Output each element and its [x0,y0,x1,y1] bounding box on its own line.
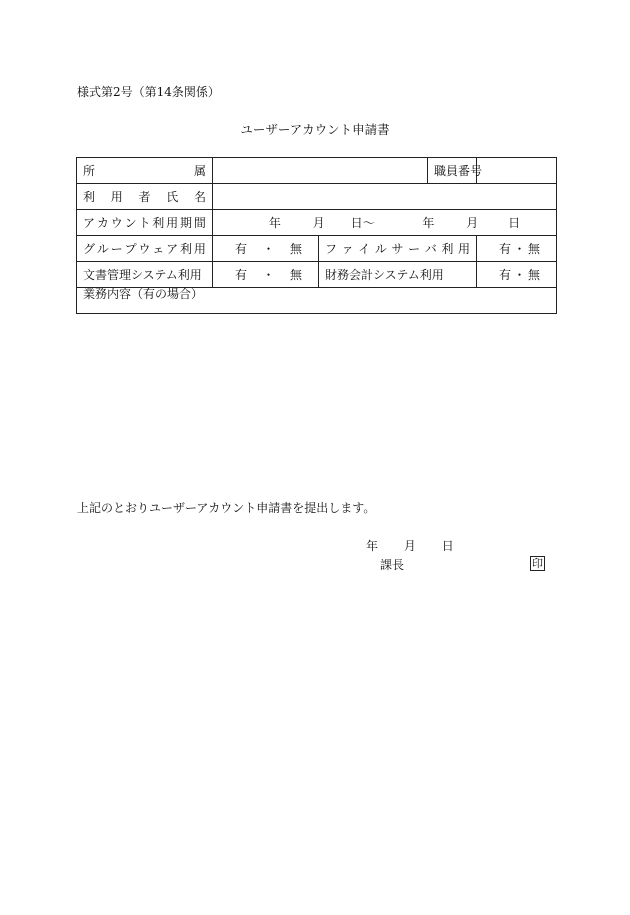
row-systems [77,262,557,288]
doc-management-label: 文書管理システム利用 [77,262,213,288]
user-name-label: 利 用 者 氏 名 [77,184,213,210]
form-number: 様式第2号（第14条関係） [77,85,220,99]
affiliation-label: 所 属 [77,158,213,184]
section-chief-label: 課長 [380,558,405,572]
doc-management-no[interactable]: 無 [289,267,302,282]
signature-month: 月 [403,539,416,553]
accounting-label: 財務会計システム利用 [319,262,477,288]
form-title: ユーザーアカウント申請書 [240,122,390,137]
row-user-name [77,184,557,210]
accounting-no[interactable]: 無 [527,267,540,282]
staff-number-field[interactable] [477,158,557,184]
signature-date [366,540,454,552]
user-name-field[interactable] [213,184,557,210]
row-business-content [77,288,557,314]
seal-mark: 印 [532,557,543,570]
business-content-label: 業務内容（有の場合） [83,287,204,301]
row-affiliation [77,158,557,184]
groupware-choice[interactable]: 有 ・ 無 [213,236,319,262]
signature-day: 日 [441,539,454,553]
accounting-yes[interactable]: 有 [499,267,512,282]
account-period-field[interactable]: 年 月 日〜 年 月 日 [213,210,557,236]
file-server-yes[interactable]: 有 [499,241,512,256]
submission-statement: 上記のとおりユーザーアカウント申請書を提出します。 [77,501,376,515]
signature-year: 年 [366,539,379,553]
file-server-label: フ ァ イ ル サ ー バ 利 用 [319,236,477,262]
file-server-choice[interactable]: 有 ・ 無 [477,236,557,262]
file-server-no[interactable]: 無 [527,241,540,256]
affiliation-field[interactable] [213,158,428,184]
application-form-table [76,157,557,314]
business-content-field[interactable] [77,288,557,314]
groupware-no[interactable]: 無 [289,241,302,256]
row-account-period [77,210,557,236]
groupware-label: グ ル ー プ ウ ェ ア 利 用 [77,236,213,262]
groupware-yes[interactable]: 有 [235,241,248,256]
account-period-label: ア カ ウ ン ト 利 用 期 間 [77,210,213,236]
row-groupware [77,236,557,262]
doc-management-choice[interactable]: 有 ・ 無 [213,262,319,288]
doc-management-yes[interactable]: 有 [235,267,248,282]
accounting-choice[interactable]: 有 ・ 無 [477,262,557,288]
staff-number-label: 職 員 番 号 [428,158,477,184]
